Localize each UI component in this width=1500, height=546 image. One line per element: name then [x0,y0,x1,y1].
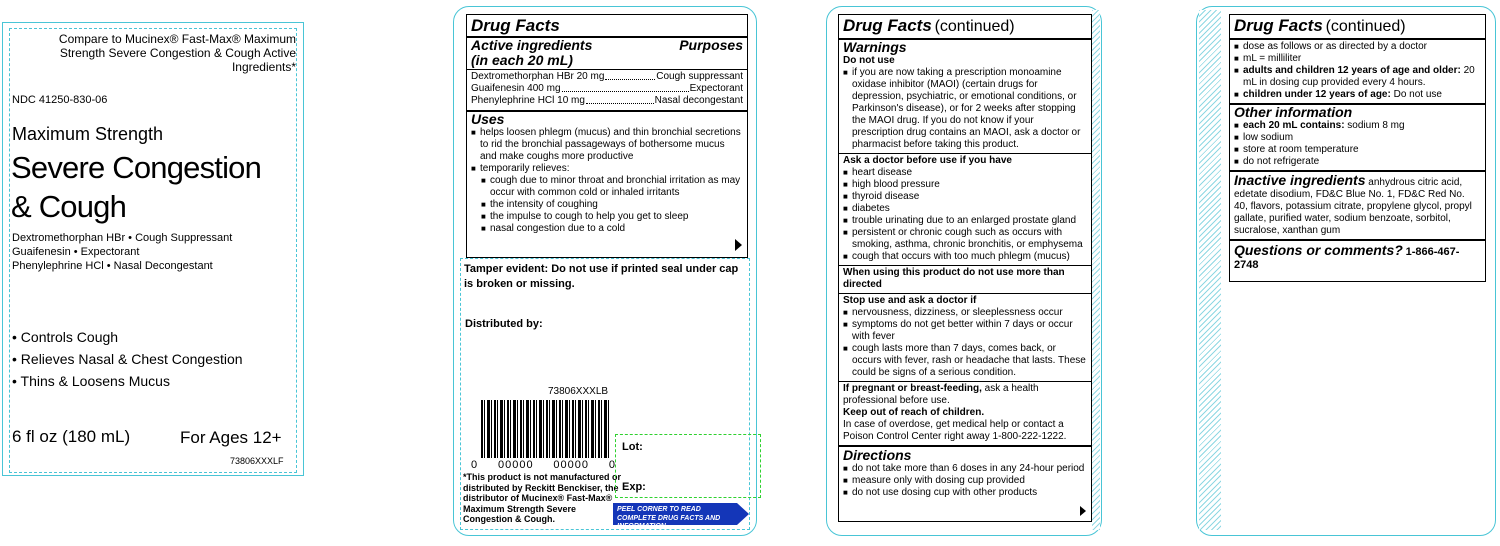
df-header-2 [839,15,1091,38]
inactive-heading: Inactive ingredients [1234,172,1366,188]
direction-item: ■ measure only with dosing cup provided [843,475,1087,487]
purposes-heading: Purposes [679,37,743,53]
front-code: 73806XXXLF [230,456,284,466]
benefit-item: • Thins & Loosens Mucus [12,373,170,389]
drug-facts-box-3 [1229,14,1486,282]
other-item: ■ do not refrigerate [1234,156,1481,168]
barcode-digits: 0 00000 00000 0 [471,459,616,471]
ask-item: ■ high blood pressure [843,179,1087,191]
net-size: 6 fl oz (180 mL) [12,427,131,446]
do-not-use-item: ■ if you are now taking a prescription monoamine oxidase inhibitor (MAOI) (certain drugs for depression, psychiatric, or emotional conditions, or Parkinson's disease), or for 2 weeks after stopping the MAOI drug. If you do not know if your prescription drug contains an MAOI, ask a doctor or pharmacist before taking this product. [843,67,1087,151]
footnote: *This product is not manufactured or distributed by Reckitt Benckiser, the distributor of Mucinex® Fast-Max® Maximum Strength Severe Congestion & Cough. [463,472,622,524]
other-item: ■ each 20 mL contains: sodium 8 mg [1234,120,1481,132]
tamper-notice: Tamper evident: Do not use if printed seal under cap is broken or missing. [464,263,739,290]
drug-facts-box-1 [466,14,748,258]
uses-heading: Uses [471,111,505,127]
inactive-text: anhydrous citric acid, edetate disodium, FD&C Blue No. 1, FD&C Red No. 40, flavors, potassium citrate, propylene glycol, propyl gallate, purified water, sodium benzoate, sorbitol, sucralose, xanthan gum [1234,177,1472,236]
other-item: ■ low sodium [1234,132,1481,144]
exp-label: Exp: [622,481,646,493]
benefit-item: • Controls Cough [12,329,119,345]
distributed-by: Distributed by: [465,318,543,330]
panel3-hatch [1092,10,1100,530]
stop-use-section [839,293,1091,381]
barcode-code: 73806XXXLB [548,386,609,397]
active-row: Phenylephrine HCl 10 mg Nasal decongestant [471,95,743,106]
keep-out-text: Keep out of reach of children. [843,407,985,418]
active-heading: Active ingredients [471,37,593,53]
dose-item: ■ children under 12 years of age: Do not use [1234,89,1481,101]
use-subitem: ■ the intensity of coughing [481,199,743,211]
questions-section [1230,239,1485,274]
pregnancy-section [839,381,1091,445]
directions-section [839,445,1091,500]
direction-item: ■ do not use dosing cup with other products [843,487,1087,499]
drug-facts-title-3: Drug Facts [1234,16,1323,35]
ndc-number: NDC 41250-830-06 [12,94,108,106]
strength-label: Maximum Strength [12,124,164,144]
continue-arrow-icon [735,239,742,251]
dose-section [1230,38,1485,103]
product-name-line2: & Cough [11,189,127,224]
front-ingredients [12,231,232,273]
product-name-line1: Severe Congestion [11,150,262,185]
panel4-hatch [1199,10,1221,530]
continued-label: (continued) [1325,18,1406,35]
stop-item: ■ cough lasts more than 7 days, comes back, or occurs with fever, rash or headache that lasts. These could be signs of a serious condition. [843,343,1087,379]
barcode [481,400,610,458]
uses-section [467,110,747,235]
active-subheading: (in each 20 mL) [471,52,573,68]
stop-item: ■ symptoms do not get better within 7 days or occur with fever [843,319,1087,343]
continued-label: (continued) [934,18,1015,35]
stop-use-heading: Stop use and ask a doctor if [843,295,977,306]
front-ingredient: Dextromethorphan HBr • Cough Suppressant [12,232,233,244]
ask-item: ■ thyroid disease [843,191,1087,203]
direction-item: ■ do not take more than 6 doses in any 24-hour period [843,463,1087,475]
benefits-list [12,326,243,392]
ask-item: ■ trouble urinating due to an enlarged prostate gland [843,215,1087,227]
use-item: ■ temporarily relieves: [471,163,743,175]
use-subitem: ■ cough due to minor throat and bronchial irritation as may occur with common cold or inhaled irritants [481,175,743,199]
use-subitem: ■ the impulse to cough to help you get to sleep [481,211,743,223]
ask-doctor-section [839,153,1091,265]
active-section [467,36,747,110]
active-list [467,69,747,110]
ask-item: ■ cough that occurs with too much phlegm (mucus) [843,251,1087,263]
use-item: ■ helps loosen phlegm (mucus) and thin bronchial secretions to rid the bronchial passageways of bothersome mucus and make coughs more productive [471,127,743,163]
front-ingredient: Phenylephrine HCl • Nasal Decongestant [12,260,213,272]
do-not-use-heading: Do not use [843,55,895,66]
ask-item: ■ heart disease [843,167,1087,179]
pregnancy-text: If pregnant or breast-feeding, ask a health professional before use. [843,383,1039,406]
dose-item: ■ dose as follows or as directed by a doctor [1234,41,1481,53]
df-header-3 [1230,15,1485,38]
warnings-section [839,38,1091,153]
df-header [467,15,747,36]
dose-item: ■ mL = milliliter [1234,53,1481,65]
peel-corner-banner[interactable] [613,503,737,530]
benefit-item: • Relieves Nasal & Chest Congestion [12,351,243,367]
stop-item: ■ nervousness, dizziness, or sleeplessness occur [843,307,1087,319]
when-using-text: When using this product do not use more than directed [843,267,1065,290]
ask-doctor-heading: Ask a doctor before use if you have [843,155,1012,166]
drug-facts-box-2 [838,14,1092,522]
ask-item: ■ persistent or chronic cough such as occurs with smoking, asthma, chronic bronchitis, or emphysema [843,227,1087,251]
continue-arrow-icon [1080,506,1086,516]
use-subitem: ■ nasal congestion due to a cold [481,223,743,235]
questions-heading: Questions or comments? [1234,242,1403,258]
lot-exp-box [615,434,761,498]
phone-number: 1-866-467-2748 [1234,246,1460,271]
drug-facts-title: Drug Facts [471,16,560,35]
dose-item: ■ adults and children 12 years of age and older: 20 mL in dosing cup provided every 4 hours. [1234,65,1481,89]
other-item: ■ store at room temperature [1234,144,1481,156]
active-row: Dextromethorphan HBr 20 mg Cough suppressant [471,71,743,82]
lot-label: Lot: [622,441,643,453]
when-using-section [839,265,1091,293]
peel-arrow-icon [737,503,749,525]
ask-item: ■ diabetes [843,203,1087,215]
front-ingredient: Guaifenesin • Expectorant [12,246,140,258]
warnings-heading: Warnings [843,39,907,55]
directions-heading: Directions [843,447,912,463]
age-label: For Ages 12+ [180,428,282,447]
active-row: Guaifenesin 400 mg Expectorant [471,83,743,94]
other-info-heading: Other information [1234,104,1353,120]
peel-corner-text: PEEL CORNER TO READ COMPLETE DRUG FACTS AND INFORMATION [617,506,721,530]
other-info-section [1230,103,1485,170]
drug-facts-title-2: Drug Facts [843,16,932,35]
compare-text: Compare to Mucinex® Fast-Max® Maximum Strength Severe Congestion & Cough Active Ingredients* [58,32,296,74]
overdose-text: In case of overdose, get medical help or contact a Poison Control Center right away 1-800-222-1222. [843,419,1067,442]
inactive-section [1230,170,1485,239]
